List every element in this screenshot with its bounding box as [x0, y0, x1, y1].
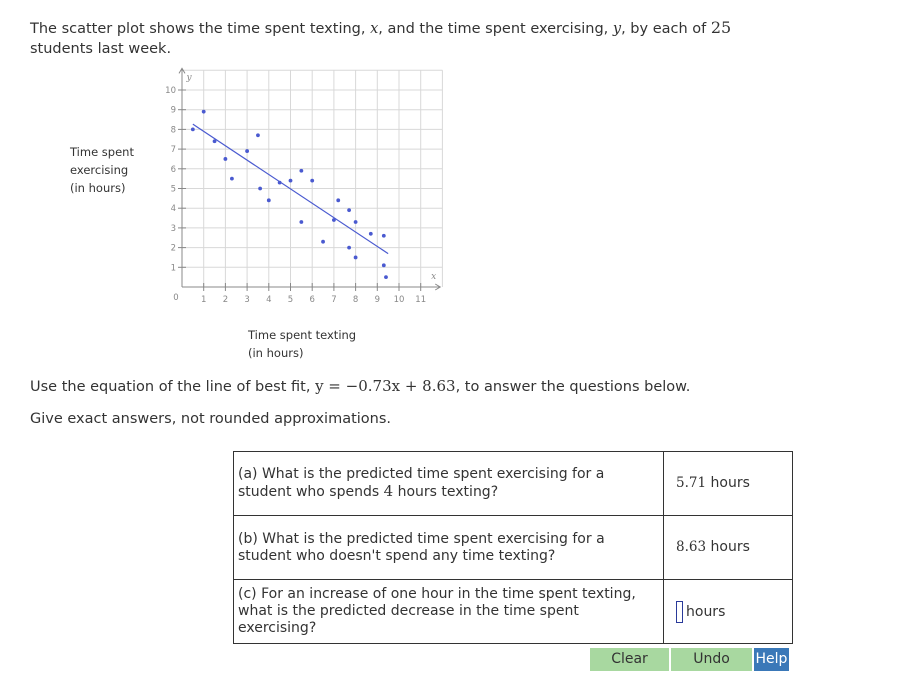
y-tick-label: 3 [170, 223, 176, 234]
exact-answer-note: Give exact answers, not rounded approximations. [30, 411, 392, 427]
x-tick-label: 3 [244, 295, 250, 305]
y-tick-label: 6 [170, 164, 176, 175]
data-point [310, 179, 314, 183]
answer-a-unit: hours [710, 475, 750, 491]
answer-c-unit: hours [686, 603, 726, 620]
x-tick-label: 6 [309, 295, 315, 305]
problem-intro: The scatter plot shows the time spent texting, x, and the time spent exercising, y, by each of 25 students last week. [30, 18, 732, 57]
x-tick-label: 10 [393, 295, 405, 305]
student-count: 25 [710, 18, 732, 37]
question-c: (c) For an increase of one hour in the time spent texting, what is the predicted decrease in the time spent exercising? [234, 580, 664, 644]
var-y: y [612, 21, 622, 37]
data-point [354, 256, 358, 260]
data-point [347, 246, 351, 250]
x-tick-label: 4 [266, 295, 272, 305]
x-axis-var: x [431, 272, 437, 282]
x-tick-label: 5 [287, 295, 294, 305]
data-point [321, 240, 325, 244]
y-tick-label: 10 [165, 86, 176, 96]
answer-b-unit: hours [710, 539, 750, 555]
data-point [336, 198, 340, 202]
data-point [213, 139, 217, 143]
data-point [267, 198, 271, 202]
answer-c[interactable] [664, 580, 793, 644]
data-point [347, 208, 351, 212]
data-point [256, 133, 260, 137]
question-row-c [234, 580, 793, 644]
y-tick-label: 9 [170, 105, 176, 116]
x-tick-label: 7 [331, 295, 337, 305]
best-fit-instruction: Use the equation of the line of best fit, y = −0.73x + 8.63, to answer the questions below. [30, 377, 691, 395]
question-row-b [234, 516, 793, 580]
question-a: (a) What is the predicted time spent exercising for a student who spends 4 hours texting? [234, 452, 664, 516]
y-axis-title: Time spent exercising (in hours) [70, 145, 134, 195]
data-point [369, 232, 373, 236]
var-x: x [370, 21, 379, 37]
data-point [224, 157, 228, 161]
data-point [289, 179, 293, 183]
origin-label: 0 [173, 293, 179, 303]
data-point [278, 181, 282, 185]
y-tick-label: 8 [170, 125, 176, 136]
question-b: (b) What is the predicted time spent exercising for a student who doesn't spend any time texting? [234, 516, 664, 580]
data-point [382, 234, 386, 238]
x-tick-label: 1 [200, 295, 207, 305]
y-tick-label: 7 [170, 145, 176, 156]
data-point [384, 275, 388, 279]
y-tick-label: 2 [170, 243, 176, 254]
data-point [332, 218, 336, 222]
best-fit-equation: y = −0.73x + 8.63 [315, 377, 456, 395]
data-point [354, 220, 358, 224]
answer-a-value: 5.71 [676, 475, 707, 491]
x-tick-label: 8 [352, 295, 359, 305]
data-point [299, 220, 303, 224]
answer-c-input[interactable] [676, 601, 683, 623]
question-table [233, 451, 793, 644]
x-axis-title: Time spent texting (in hours) [248, 328, 357, 360]
y-tick-label: 5 [170, 184, 176, 195]
x-tick-label: 2 [222, 295, 229, 305]
data-point [382, 263, 386, 267]
y-tick-label: 1 [170, 263, 176, 274]
data-point [258, 187, 262, 191]
undo-button[interactable]: Undo [671, 648, 752, 671]
data-point [191, 127, 195, 131]
x-tick-label: 9 [374, 295, 381, 305]
data-point [202, 110, 206, 114]
help-button[interactable]: Help [754, 648, 789, 671]
clear-button[interactable]: Clear [590, 648, 669, 671]
data-point [299, 169, 303, 173]
data-point [245, 149, 249, 153]
y-axis-var: y [186, 73, 192, 84]
answer-b[interactable] [664, 516, 793, 580]
question-row-a [234, 452, 793, 516]
x-tick-label: 11 [415, 295, 427, 305]
y-tick-label: 4 [170, 204, 176, 215]
data-point [230, 177, 234, 181]
answer-b-value: 8.63 [676, 539, 707, 555]
answer-a[interactable] [664, 452, 793, 516]
